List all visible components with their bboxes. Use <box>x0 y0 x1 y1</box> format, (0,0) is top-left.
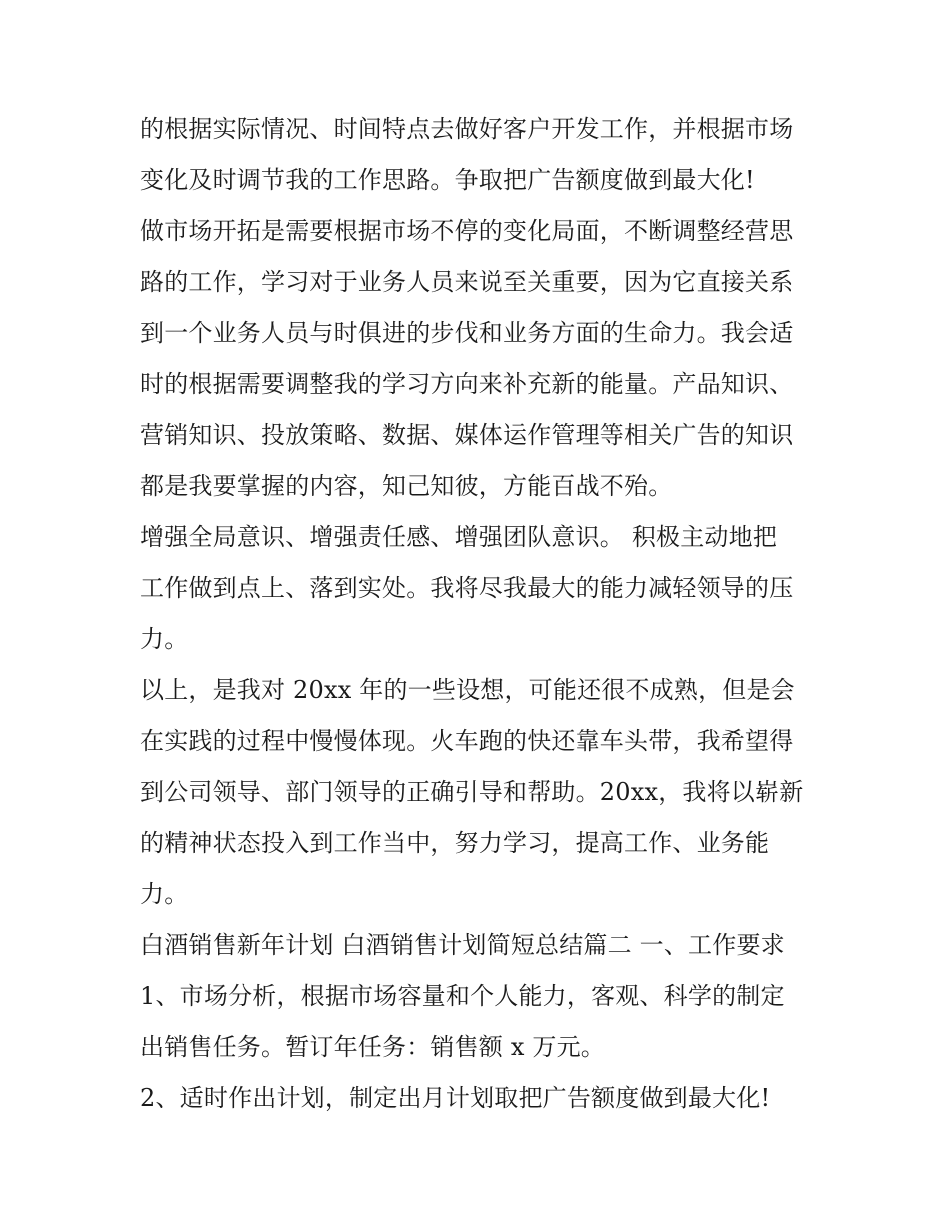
text-line: 1、市场分析，根据市场容量和个人能力，客观、科学的制定 <box>140 982 785 1010</box>
text-line: 都是我要掌握的内容，知己知彼，方能百战不殆。 <box>140 472 673 500</box>
section-heading <box>140 920 820 971</box>
text-line: 以上，是我对 20xx 年的一些设想，可能还很不成熟，但是会 <box>140 676 795 704</box>
text-line: 力。 <box>140 880 189 908</box>
text-line: 路的工作，学习对于业务人员来说至关重要，因为它直接关系 <box>140 268 794 296</box>
text-line: 营销知识、投放策略、数据、媒体运作管理等相关广告的知识 <box>140 421 794 449</box>
text-line: 时的根据需要调整我的学习方向来补充新的能量。产品知识、 <box>140 370 794 398</box>
text-line: 的精神状态投入到工作当中，努力学习，提高工作、业务能 <box>140 829 770 857</box>
text-line: 工作做到点上、落到实处。我将尽我最大的能力减轻领导的压 <box>140 574 794 602</box>
text-line: 到公司领导、部门领导的正确引导和帮助。20xx，我将以崭新 <box>140 778 804 806</box>
text-line: 变化及时调节我的工作思路。争取把广告额度做到最大化! <box>140 166 755 194</box>
paragraph-client-development <box>140 104 820 206</box>
text-line: 做市场开拓是需要根据市场不停的变化局面，不断调整经营思 <box>140 217 794 245</box>
document-body <box>140 104 820 1124</box>
text-line: 力。 <box>140 625 189 653</box>
text-line: 在实践的过程中慢慢体现。火车跑的快还靠车头带，我希望得 <box>140 727 794 755</box>
list-item-market-analysis <box>140 971 820 1073</box>
paragraph-awareness <box>140 512 820 665</box>
text-line: 的根据实际情况、时间特点去做好客户开发工作，并根据市场 <box>140 115 794 143</box>
text-line: 增强全局意识、增强责任感、增强团队意识。 积极主动地把 <box>140 523 778 551</box>
paragraph-market-learning <box>140 206 820 512</box>
paragraph-conclusion <box>140 665 820 920</box>
text-line: 2、适时作出计划，制定出月计划取把广告额度做到最大化! <box>140 1084 771 1112</box>
list-item-planning <box>140 1073 820 1124</box>
text-line: 到一个业务人员与时俱进的步伐和业务方面的生命力。我会适 <box>140 319 794 347</box>
heading-line: 白酒销售新年计划 白酒销售计划简短总结篇二 一、工作要求 <box>140 931 785 959</box>
text-line: 出销售任务。暂订年任务：销售额 x 万元。 <box>140 1033 605 1061</box>
